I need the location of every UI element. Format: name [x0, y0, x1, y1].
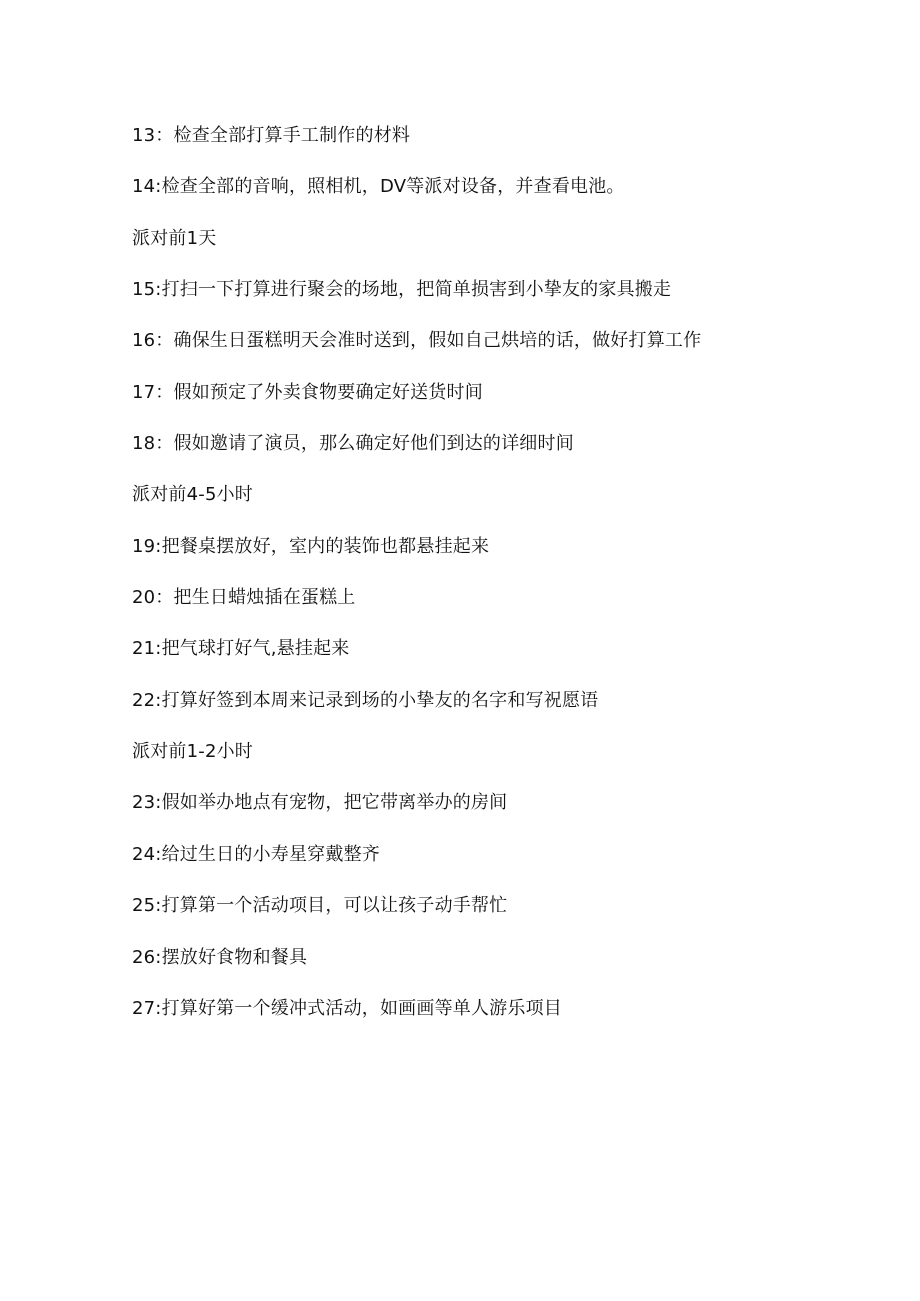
checklist-item: 14:检查全部的音响，照相机，DV等派对设备，并查看电池。 — [132, 176, 625, 198]
section-heading: 派对前1-2小时 — [132, 741, 253, 763]
checklist-item: 22:打算好签到本周来记录到场的小挚友的名字和写祝愿语 — [132, 689, 599, 711]
section-heading: 派对前4-5小时 — [132, 484, 253, 506]
checklist-item: 20：把生日蜡烛插在蛋糕上 — [132, 587, 356, 609]
checklist-item: 25:打算第一个活动项目，可以让孩子动手帮忙 — [132, 895, 508, 917]
section-heading: 派对前1天 — [132, 227, 217, 249]
checklist-item: 19:把餐桌摆放好，室内的装饰也都悬挂起来 — [132, 535, 490, 557]
checklist-item: 26:摆放好食物和餐具 — [132, 946, 308, 968]
checklist-item: 15:打扫一下打算进行聚会的场地，把简单损害到小挚友的家具搬走 — [132, 279, 672, 301]
checklist-item: 27:打算好第一个缓冲式活动，如画画等单人游乐项目 — [132, 997, 562, 1019]
checklist-item: 18：假如邀请了演员，那么确定好他们到达的详细时间 — [132, 433, 574, 455]
checklist-item: 17：假如预定了外卖食物要确定好送货时间 — [132, 381, 483, 403]
checklist-item: 13：检查全部打算手工制作的材料 — [132, 125, 411, 146]
checklist-item: 24:给过生日的小寿星穿戴整齐 — [132, 843, 380, 865]
checklist-item: 16：确保生日蛋糕明天会准时送到，假如自己烘培的话，做好打算工作 — [132, 330, 702, 352]
checklist — [132, 121, 872, 1045]
checklist-item: 21:把气球打好气,悬挂起来 — [132, 638, 350, 660]
checklist-item: 23:假如举办地点有宠物，把它带离举办的房间 — [132, 792, 508, 814]
